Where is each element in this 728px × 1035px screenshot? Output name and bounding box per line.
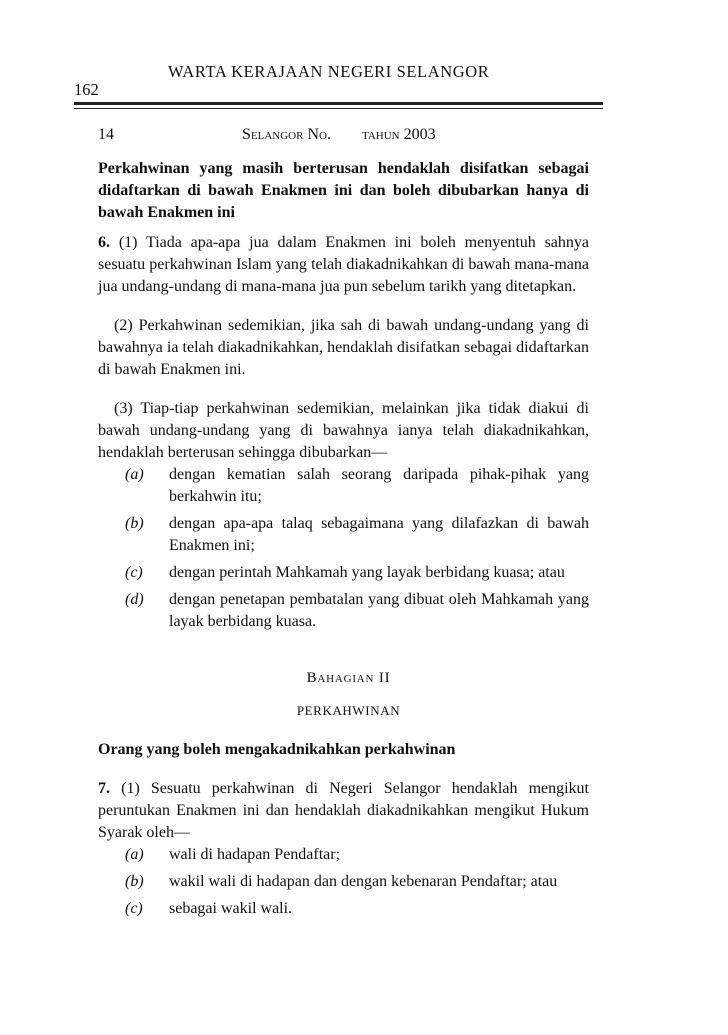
- act-page-number: 14: [98, 126, 114, 143]
- list-item-label: (a): [125, 846, 144, 863]
- list-item-text: dengan penetapan pembatalan yang dibuat oleh Mahkamah yang layak berbidang kuasa.: [169, 591, 589, 630]
- list-item: [98, 844, 589, 866]
- list-item: [98, 871, 589, 893]
- list-item: [98, 513, 589, 557]
- list-item: [98, 464, 589, 508]
- list-item-label: (c): [125, 900, 143, 917]
- list-item-label: (b): [125, 873, 144, 890]
- act-title: Selangor No.: [242, 126, 331, 143]
- section-6-number: 6.: [98, 234, 110, 251]
- header-rule-thick: [74, 102, 603, 105]
- section-6-subsection-3: (3) Tiap-tiap perkahwinan sedemikian, melainkan jika tidak diakui di bawah undang-undang yang di bawahnya ianya telah diakadnikahkan, hendaklah berterusan sehingga dibubarkan—: [98, 400, 589, 461]
- list-item-text: sebagai wakil wali.: [169, 900, 293, 917]
- part-title: Bahagian II: [306, 670, 391, 686]
- section-7-subsection-1: [98, 778, 589, 844]
- page-content: [98, 126, 589, 925]
- list-item: [98, 562, 589, 584]
- act-year: tahun 2003: [362, 126, 436, 143]
- section-6-subsection-2: (2) Perkahwinan sedemikian, jika sah di bawah undang-undang yang di bawahnya ia telah diakadnikahkan, hendaklah disifatkan sebagai didaftarkan di bawah Enakmen ini.: [98, 317, 589, 378]
- section-7-number: 7.: [98, 780, 110, 797]
- header-rule-thin: [74, 108, 603, 109]
- section-7-subsection-1-text: (1) Sesuatu perkahwinan di Negeri Selangor hendaklah mengikut peruntukan Enakmen ini dan hendaklah diakadnikahkan mengikut Hukum Syarak oleh—: [98, 780, 590, 841]
- list-item: [98, 589, 589, 633]
- list-item: [98, 898, 589, 920]
- gazette-title: WARTA KERAJAAN NEGERI SELANGOR: [168, 62, 490, 81]
- page-number: 162: [74, 80, 99, 99]
- list-item-label: (d): [125, 591, 144, 608]
- act-header: [98, 126, 589, 150]
- section-7-heading: Orang yang boleh mengakadnikahkan perkahwinan: [98, 741, 456, 758]
- list-item-text: dengan kematian salah seorang daripada pihak-pihak yang berkahwin itu;: [169, 466, 589, 505]
- list-item-text: wali di hadapan Pendaftar;: [169, 846, 341, 863]
- section-6-heading: Perkahwinan yang masih berterusan hendaklah disifatkan sebagai didaftarkan di bawah Enakmen ini dan boleh dibubarkan hanya di bawah Enakmen ini: [98, 160, 589, 221]
- list-item-label: (c): [125, 564, 143, 581]
- list-item-label: (a): [125, 466, 144, 483]
- list-item-text: wakil wali di hadapan dan dengan kebenaran Pendaftar; atau: [169, 873, 558, 890]
- part-subtitle: PERKAHWINAN: [296, 703, 401, 718]
- section-6-subsection-1-text: (1) Tiada apa-apa jua dalam Enakmen ini boleh menyentuh sahnya sesuatu perkahwinan Islam yang telah diakadnikahkan di bawah mana-mana jua undang-undang di mana-mana jua pun sebelum tarikh yang ditetapkan.: [98, 234, 590, 295]
- list-item-label: (b): [125, 515, 144, 532]
- list-item-text: dengan perintah Mahkamah yang layak berbidang kuasa; atau: [169, 564, 565, 581]
- list-item-text: dengan apa-apa talaq sebagaimana yang dilafazkan di bawah Enakmen ini;: [169, 515, 589, 554]
- section-6-subsection-1: [98, 232, 589, 298]
